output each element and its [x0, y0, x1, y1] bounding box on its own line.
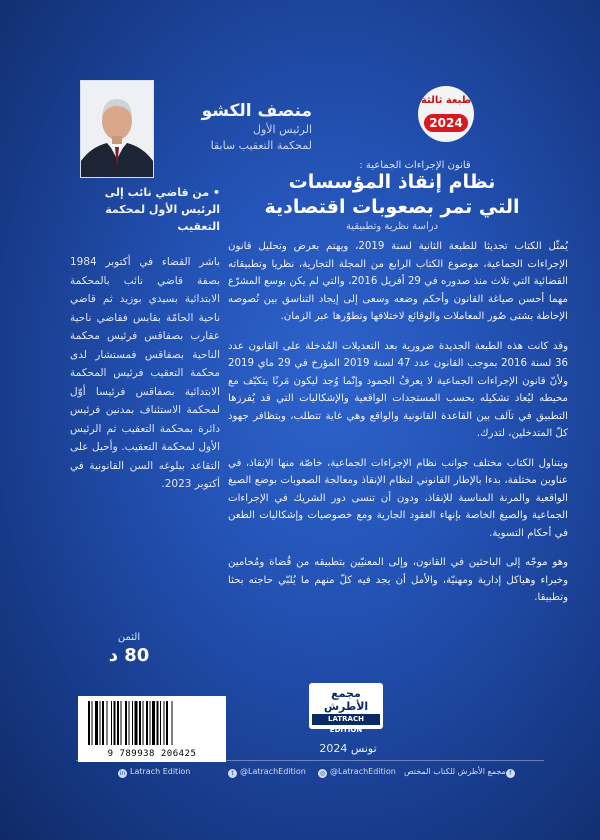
- price-block: [104, 632, 154, 666]
- description-paragraph: وهو موجّه إلى الباحثين في القانون، وإلى المعنيّين بتطبيقه من قُضاة ومُحامين وخبراء وهياكل إدارية ومهنيّة، والأمل أن يجد فيه كلّ منهم ما يُلبّي حاجته بحثا وتطبيقا.: [228, 557, 568, 603]
- description-paragraph: ويتناول الكتاب مختلف جوانب نظام الإجراءات الجماعية، خاصّة منها الإنقاذ، في عناوين مختلفة، بدءا بالإطار القانوني لنظام الإنقاذ ومعالجة الصعوبات بوضع الصيغ الواقعية والمرنة المناسبة للإنقاذ، ودون أن تنسى دور الشريك في الإجراءات الجماعية والصيغ الخاصة بإنهاء العقود الجارية ومع خصوصيات وإشكاليات الطعن في أحكام التسوية.: [228, 457, 568, 539]
- social-item-instagram[interactable]: ◎ @LatrachEdition: [319, 767, 396, 777]
- edition-year: 2024: [424, 114, 468, 132]
- book-title: [232, 170, 552, 220]
- description-paragraph: يُمثّل الكتاب تحديثا للطبعة الثانية لسنة 2019، ويهتم بعرض وتحليل قانون الإجراءات الجماعية، موضوع الكتاب الرابع من المجلة التجارية، نظريا وتطبيقاته القضائية التي تلاث منذ صدوره في 29 أفريل 2016، والتي لم يكن بوسع المشرّع مهما أحسن صياغة القانون وأحكم وضعه وسعى إلى إيجاد التناسق بين نُصوصه الإحاطة بشتى صُور المعاملات والوقائع لاختلافها وتطوّرها عبر الزمان.: [228, 241, 569, 322]
- isbn-barcode: [78, 696, 226, 762]
- twitter-icon: t: [228, 769, 237, 778]
- linkedin-icon: in: [119, 770, 126, 777]
- publisher-name-ar: مجمع الأطرش: [323, 687, 369, 713]
- place-year: تونس 2024: [319, 742, 377, 755]
- social-item-latrach[interactable]: in Latrach Edition: [119, 767, 191, 777]
- author-role-former: لمحكمة التعقيب سابقا: [210, 139, 312, 152]
- edition-label: طبعة ثالثة: [420, 95, 472, 106]
- social-item-facebook[interactable]: fمجمع الأطرش للكتاب المختص: [404, 767, 518, 778]
- social-item-twitter[interactable]: t @LatrachEdition: [228, 767, 306, 778]
- author-block: [162, 100, 312, 154]
- price-label: الثمن: [117, 632, 141, 643]
- author-career: [70, 184, 220, 494]
- description-paragraph: وقد كانت هذه الطبعة الجديدة ضرورية بعد التعديلات المُدخلة على القانون عدد 36 لسنة 2016 بموجب القانون عدد 47 لسنة 2019 المؤرخ في 29 ماي 2019 ولأنّ قانون الإجراءات الجماعية لا يعرفُ الجمود وإنّما وُجد ليكون مَرنًا يتكيّف مع محيطه ليُعاد تشكيله بحسب المستجدات الواقعية والإشكاليات التي قد يُفرزها التطبيق في تآلف بين القاعدة القانونية والواقع وهي غاية تتطلب، وبتظافر جهود كلّ المتدخلين، لتدرك.: [228, 340, 568, 439]
- author-photo: [80, 80, 154, 178]
- price-value: 80 د: [108, 645, 150, 666]
- publisher-name-en: LATRACH EDITION: [312, 714, 380, 725]
- author-role: الرئيس الأول: [252, 123, 312, 136]
- book-subtitle: قانون الإجراءات الجماعية :: [359, 160, 471, 171]
- career-text: باشر القضاء في أكتوبر 1984 بصفة قاضي نائب بالمحكمة الابتدائية بسيدي بوزيد ثم قاضي ناحية الحامّة بقابس فقاضي ناحية عقارب بصفاقس فرئيس محكمة الناحية بصفاقس فمستشار لدى محكمة التعقيب فرئيس المحكمة الابتدائية بصفاقس فرئيسا أوّل لمحكمة الاستئناف بمدنين فرئيس دائرة بمحكمة التعقيب ثم الرئيس الأول لمحكمة التعقيب. وأحيل على التقاعد ببلوغه السن القانونية في أكتوبر 2023.: [70, 256, 220, 490]
- facebook-icon: f: [506, 769, 515, 778]
- book-title-line1: نظام إنقاذ المؤسسات: [288, 171, 496, 193]
- edition-badge: [418, 86, 474, 142]
- isbn-number: 9 789938 206425: [107, 749, 197, 759]
- book-kind: دراسة نظرية وتطبيقية: [345, 221, 439, 232]
- book-title-line2: التي تمر بصعوبات اقتصادية: [264, 196, 520, 218]
- publisher-logo: [309, 683, 383, 734]
- author-name: منصف الكشو: [201, 101, 312, 121]
- career-heading: • من قاضي نائب إلى الرئيس الأول لمحكمة التعقيب: [104, 186, 220, 233]
- footer-divider: [76, 760, 544, 761]
- barcode-bars: [86, 701, 218, 745]
- social-links: [118, 767, 536, 781]
- instagram-icon: ◎: [319, 770, 326, 777]
- book-description: [228, 238, 568, 619]
